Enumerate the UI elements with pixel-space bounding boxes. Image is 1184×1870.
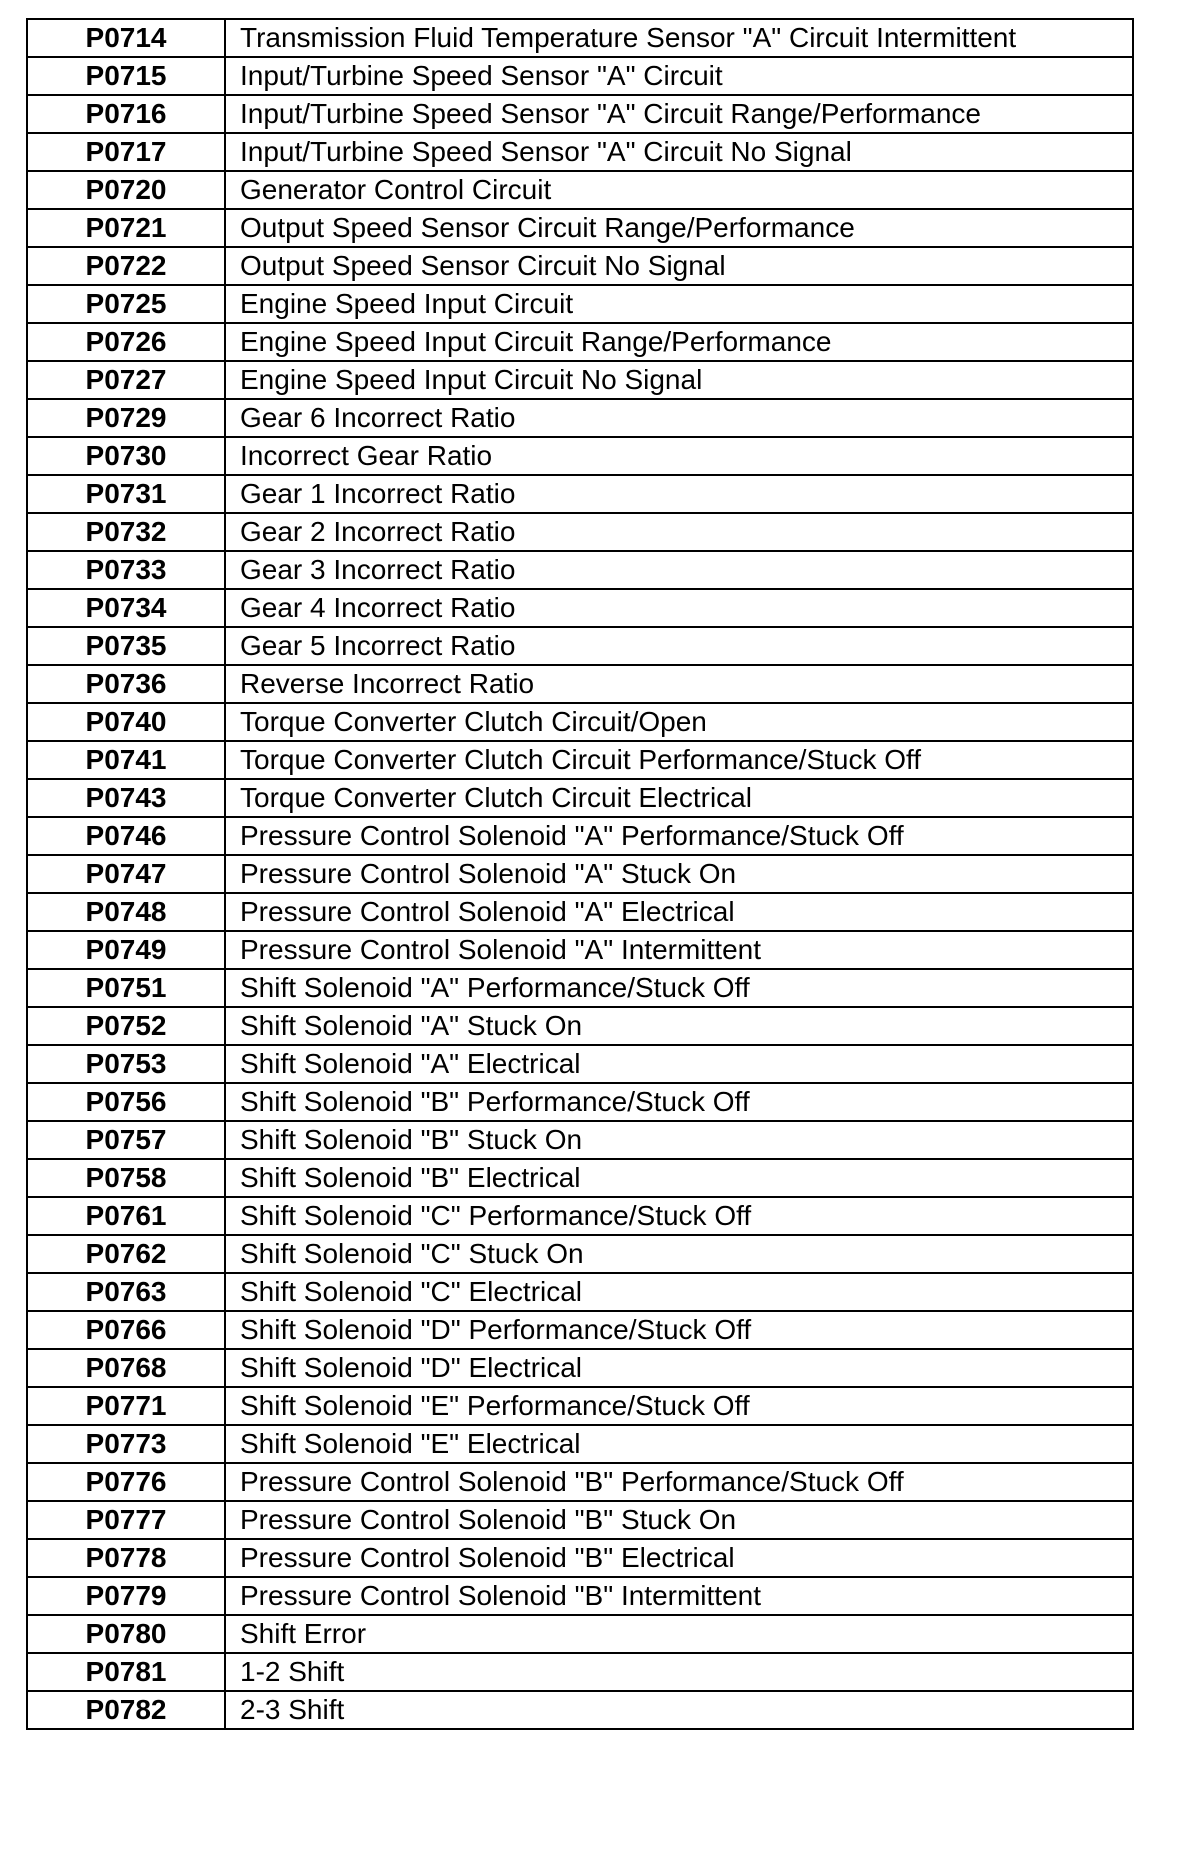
- dtc-code-cell: P0762: [27, 1235, 225, 1273]
- dtc-code-cell: P0778: [27, 1539, 225, 1577]
- table-row: [27, 779, 1133, 817]
- dtc-code-cell: P0740: [27, 703, 225, 741]
- dtc-code-cell: P0743: [27, 779, 225, 817]
- dtc-description-cell: Reverse Incorrect Ratio: [225, 665, 1133, 703]
- dtc-code-cell: P0715: [27, 57, 225, 95]
- table-row: [27, 1349, 1133, 1387]
- dtc-description-cell: Input/Turbine Speed Sensor "A" Circuit: [225, 57, 1133, 95]
- dtc-description-cell: Shift Solenoid "B" Electrical: [225, 1159, 1133, 1197]
- dtc-code-cell: P0735: [27, 627, 225, 665]
- table-row: [27, 323, 1133, 361]
- table-row: [27, 1121, 1133, 1159]
- dtc-code-cell: P0734: [27, 589, 225, 627]
- table-row: [27, 1577, 1133, 1615]
- dtc-code-cell: P0730: [27, 437, 225, 475]
- dtc-description-cell: Torque Converter Clutch Circuit Performance/Stuck Off: [225, 741, 1133, 779]
- dtc-code-cell: P0761: [27, 1197, 225, 1235]
- table-row: [27, 551, 1133, 589]
- dtc-code-cell: P0729: [27, 399, 225, 437]
- table-row: [27, 513, 1133, 551]
- dtc-description-cell: Pressure Control Solenoid "B" Stuck On: [225, 1501, 1133, 1539]
- dtc-description-cell: Input/Turbine Speed Sensor "A" Circuit No Signal: [225, 133, 1133, 171]
- dtc-code-cell: P0722: [27, 247, 225, 285]
- table-row: [27, 589, 1133, 627]
- dtc-description-cell: Pressure Control Solenoid "A" Intermittent: [225, 931, 1133, 969]
- dtc-description-cell: Output Speed Sensor Circuit No Signal: [225, 247, 1133, 285]
- dtc-code-cell: P0751: [27, 969, 225, 1007]
- dtc-code-table: [26, 18, 1134, 1730]
- dtc-description-cell: Transmission Fluid Temperature Sensor "A" Circuit Intermittent: [225, 19, 1133, 57]
- table-row: [27, 1083, 1133, 1121]
- dtc-description-cell: Gear 5 Incorrect Ratio: [225, 627, 1133, 665]
- dtc-description-cell: Engine Speed Input Circuit: [225, 285, 1133, 323]
- table-row: [27, 1463, 1133, 1501]
- table-row: [27, 95, 1133, 133]
- table-row: [27, 1235, 1133, 1273]
- dtc-description-cell: Incorrect Gear Ratio: [225, 437, 1133, 475]
- dtc-description-cell: Shift Solenoid "A" Performance/Stuck Off: [225, 969, 1133, 1007]
- dtc-description-cell: Shift Solenoid "E" Performance/Stuck Off: [225, 1387, 1133, 1425]
- dtc-description-cell: Output Speed Sensor Circuit Range/Performance: [225, 209, 1133, 247]
- dtc-code-cell: P0727: [27, 361, 225, 399]
- table-row: [27, 1615, 1133, 1653]
- dtc-description-cell: Pressure Control Solenoid "B" Intermittent: [225, 1577, 1133, 1615]
- dtc-code-cell: P0746: [27, 817, 225, 855]
- dtc-code-cell: P0779: [27, 1577, 225, 1615]
- table-row: [27, 893, 1133, 931]
- table-row: [27, 1045, 1133, 1083]
- dtc-code-cell: P0776: [27, 1463, 225, 1501]
- dtc-code-cell: P0780: [27, 1615, 225, 1653]
- dtc-code-cell: P0753: [27, 1045, 225, 1083]
- dtc-code-cell: P0757: [27, 1121, 225, 1159]
- table-row: [27, 1501, 1133, 1539]
- dtc-description-cell: Gear 2 Incorrect Ratio: [225, 513, 1133, 551]
- dtc-description-cell: Generator Control Circuit: [225, 171, 1133, 209]
- table-row: [27, 475, 1133, 513]
- dtc-table-body: [27, 19, 1133, 1729]
- dtc-code-cell: P0773: [27, 1425, 225, 1463]
- table-row: [27, 361, 1133, 399]
- dtc-code-cell: P0714: [27, 19, 225, 57]
- dtc-description-cell: Input/Turbine Speed Sensor "A" Circuit Range/Performance: [225, 95, 1133, 133]
- dtc-code-cell: P0732: [27, 513, 225, 551]
- table-row: [27, 1007, 1133, 1045]
- table-row: [27, 1387, 1133, 1425]
- dtc-description-cell: Pressure Control Solenoid "B" Electrical: [225, 1539, 1133, 1577]
- dtc-code-cell: P0771: [27, 1387, 225, 1425]
- table-row: [27, 133, 1133, 171]
- dtc-description-cell: Gear 1 Incorrect Ratio: [225, 475, 1133, 513]
- table-row: [27, 969, 1133, 1007]
- dtc-code-cell: P0736: [27, 665, 225, 703]
- table-row: [27, 1273, 1133, 1311]
- table-row: [27, 171, 1133, 209]
- dtc-description-cell: 1-2 Shift: [225, 1653, 1133, 1691]
- dtc-description-cell: Shift Solenoid "A" Electrical: [225, 1045, 1133, 1083]
- dtc-code-cell: P0777: [27, 1501, 225, 1539]
- dtc-description-cell: Engine Speed Input Circuit Range/Performance: [225, 323, 1133, 361]
- dtc-description-cell: Shift Solenoid "D" Electrical: [225, 1349, 1133, 1387]
- dtc-description-cell: Shift Solenoid "E" Electrical: [225, 1425, 1133, 1463]
- table-row: [27, 817, 1133, 855]
- table-row: [27, 1159, 1133, 1197]
- dtc-description-cell: Pressure Control Solenoid "A" Performance/Stuck Off: [225, 817, 1133, 855]
- dtc-code-cell: P0758: [27, 1159, 225, 1197]
- dtc-description-cell: Shift Solenoid "C" Performance/Stuck Off: [225, 1197, 1133, 1235]
- dtc-code-cell: P0733: [27, 551, 225, 589]
- table-row: [27, 1653, 1133, 1691]
- dtc-code-cell: P0725: [27, 285, 225, 323]
- dtc-description-cell: Shift Solenoid "C" Stuck On: [225, 1235, 1133, 1273]
- table-row: [27, 19, 1133, 57]
- dtc-code-cell: P0781: [27, 1653, 225, 1691]
- table-row: [27, 855, 1133, 893]
- dtc-description-cell: Shift Solenoid "A" Stuck On: [225, 1007, 1133, 1045]
- dtc-code-cell: P0748: [27, 893, 225, 931]
- dtc-description-cell: Shift Solenoid "B" Stuck On: [225, 1121, 1133, 1159]
- dtc-code-cell: P0749: [27, 931, 225, 969]
- dtc-description-cell: Engine Speed Input Circuit No Signal: [225, 361, 1133, 399]
- dtc-description-cell: Pressure Control Solenoid "A" Stuck On: [225, 855, 1133, 893]
- dtc-code-cell: P0766: [27, 1311, 225, 1349]
- table-row: [27, 665, 1133, 703]
- table-row: [27, 627, 1133, 665]
- dtc-description-cell: Gear 3 Incorrect Ratio: [225, 551, 1133, 589]
- table-row: [27, 1539, 1133, 1577]
- dtc-code-cell: P0752: [27, 1007, 225, 1045]
- dtc-code-cell: P0768: [27, 1349, 225, 1387]
- dtc-description-cell: 2-3 Shift: [225, 1691, 1133, 1729]
- dtc-code-cell: P0782: [27, 1691, 225, 1729]
- dtc-code-cell: P0747: [27, 855, 225, 893]
- dtc-description-cell: Pressure Control Solenoid "A" Electrical: [225, 893, 1133, 931]
- dtc-description-cell: Shift Solenoid "C" Electrical: [225, 1273, 1133, 1311]
- dtc-code-cell: P0720: [27, 171, 225, 209]
- dtc-code-cell: P0721: [27, 209, 225, 247]
- table-row: [27, 1691, 1133, 1729]
- dtc-description-cell: Shift Error: [225, 1615, 1133, 1653]
- table-row: [27, 437, 1133, 475]
- dtc-description-cell: Torque Converter Clutch Circuit/Open: [225, 703, 1133, 741]
- dtc-code-cell: P0756: [27, 1083, 225, 1121]
- dtc-description-cell: Gear 4 Incorrect Ratio: [225, 589, 1133, 627]
- table-row: [27, 931, 1133, 969]
- table-row: [27, 1197, 1133, 1235]
- dtc-code-cell: P0741: [27, 741, 225, 779]
- table-row: [27, 399, 1133, 437]
- dtc-code-cell: P0717: [27, 133, 225, 171]
- table-row: [27, 1425, 1133, 1463]
- table-row: [27, 741, 1133, 779]
- dtc-description-cell: Pressure Control Solenoid "B" Performance/Stuck Off: [225, 1463, 1133, 1501]
- table-row: [27, 209, 1133, 247]
- table-row: [27, 247, 1133, 285]
- table-row: [27, 285, 1133, 323]
- dtc-code-cell: P0716: [27, 95, 225, 133]
- dtc-code-cell: P0731: [27, 475, 225, 513]
- dtc-code-cell: P0726: [27, 323, 225, 361]
- dtc-description-cell: Shift Solenoid "B" Performance/Stuck Off: [225, 1083, 1133, 1121]
- dtc-code-cell: P0763: [27, 1273, 225, 1311]
- dtc-description-cell: Torque Converter Clutch Circuit Electrical: [225, 779, 1133, 817]
- table-row: [27, 57, 1133, 95]
- dtc-description-cell: Gear 6 Incorrect Ratio: [225, 399, 1133, 437]
- table-row: [27, 1311, 1133, 1349]
- dtc-description-cell: Shift Solenoid "D" Performance/Stuck Off: [225, 1311, 1133, 1349]
- table-row: [27, 703, 1133, 741]
